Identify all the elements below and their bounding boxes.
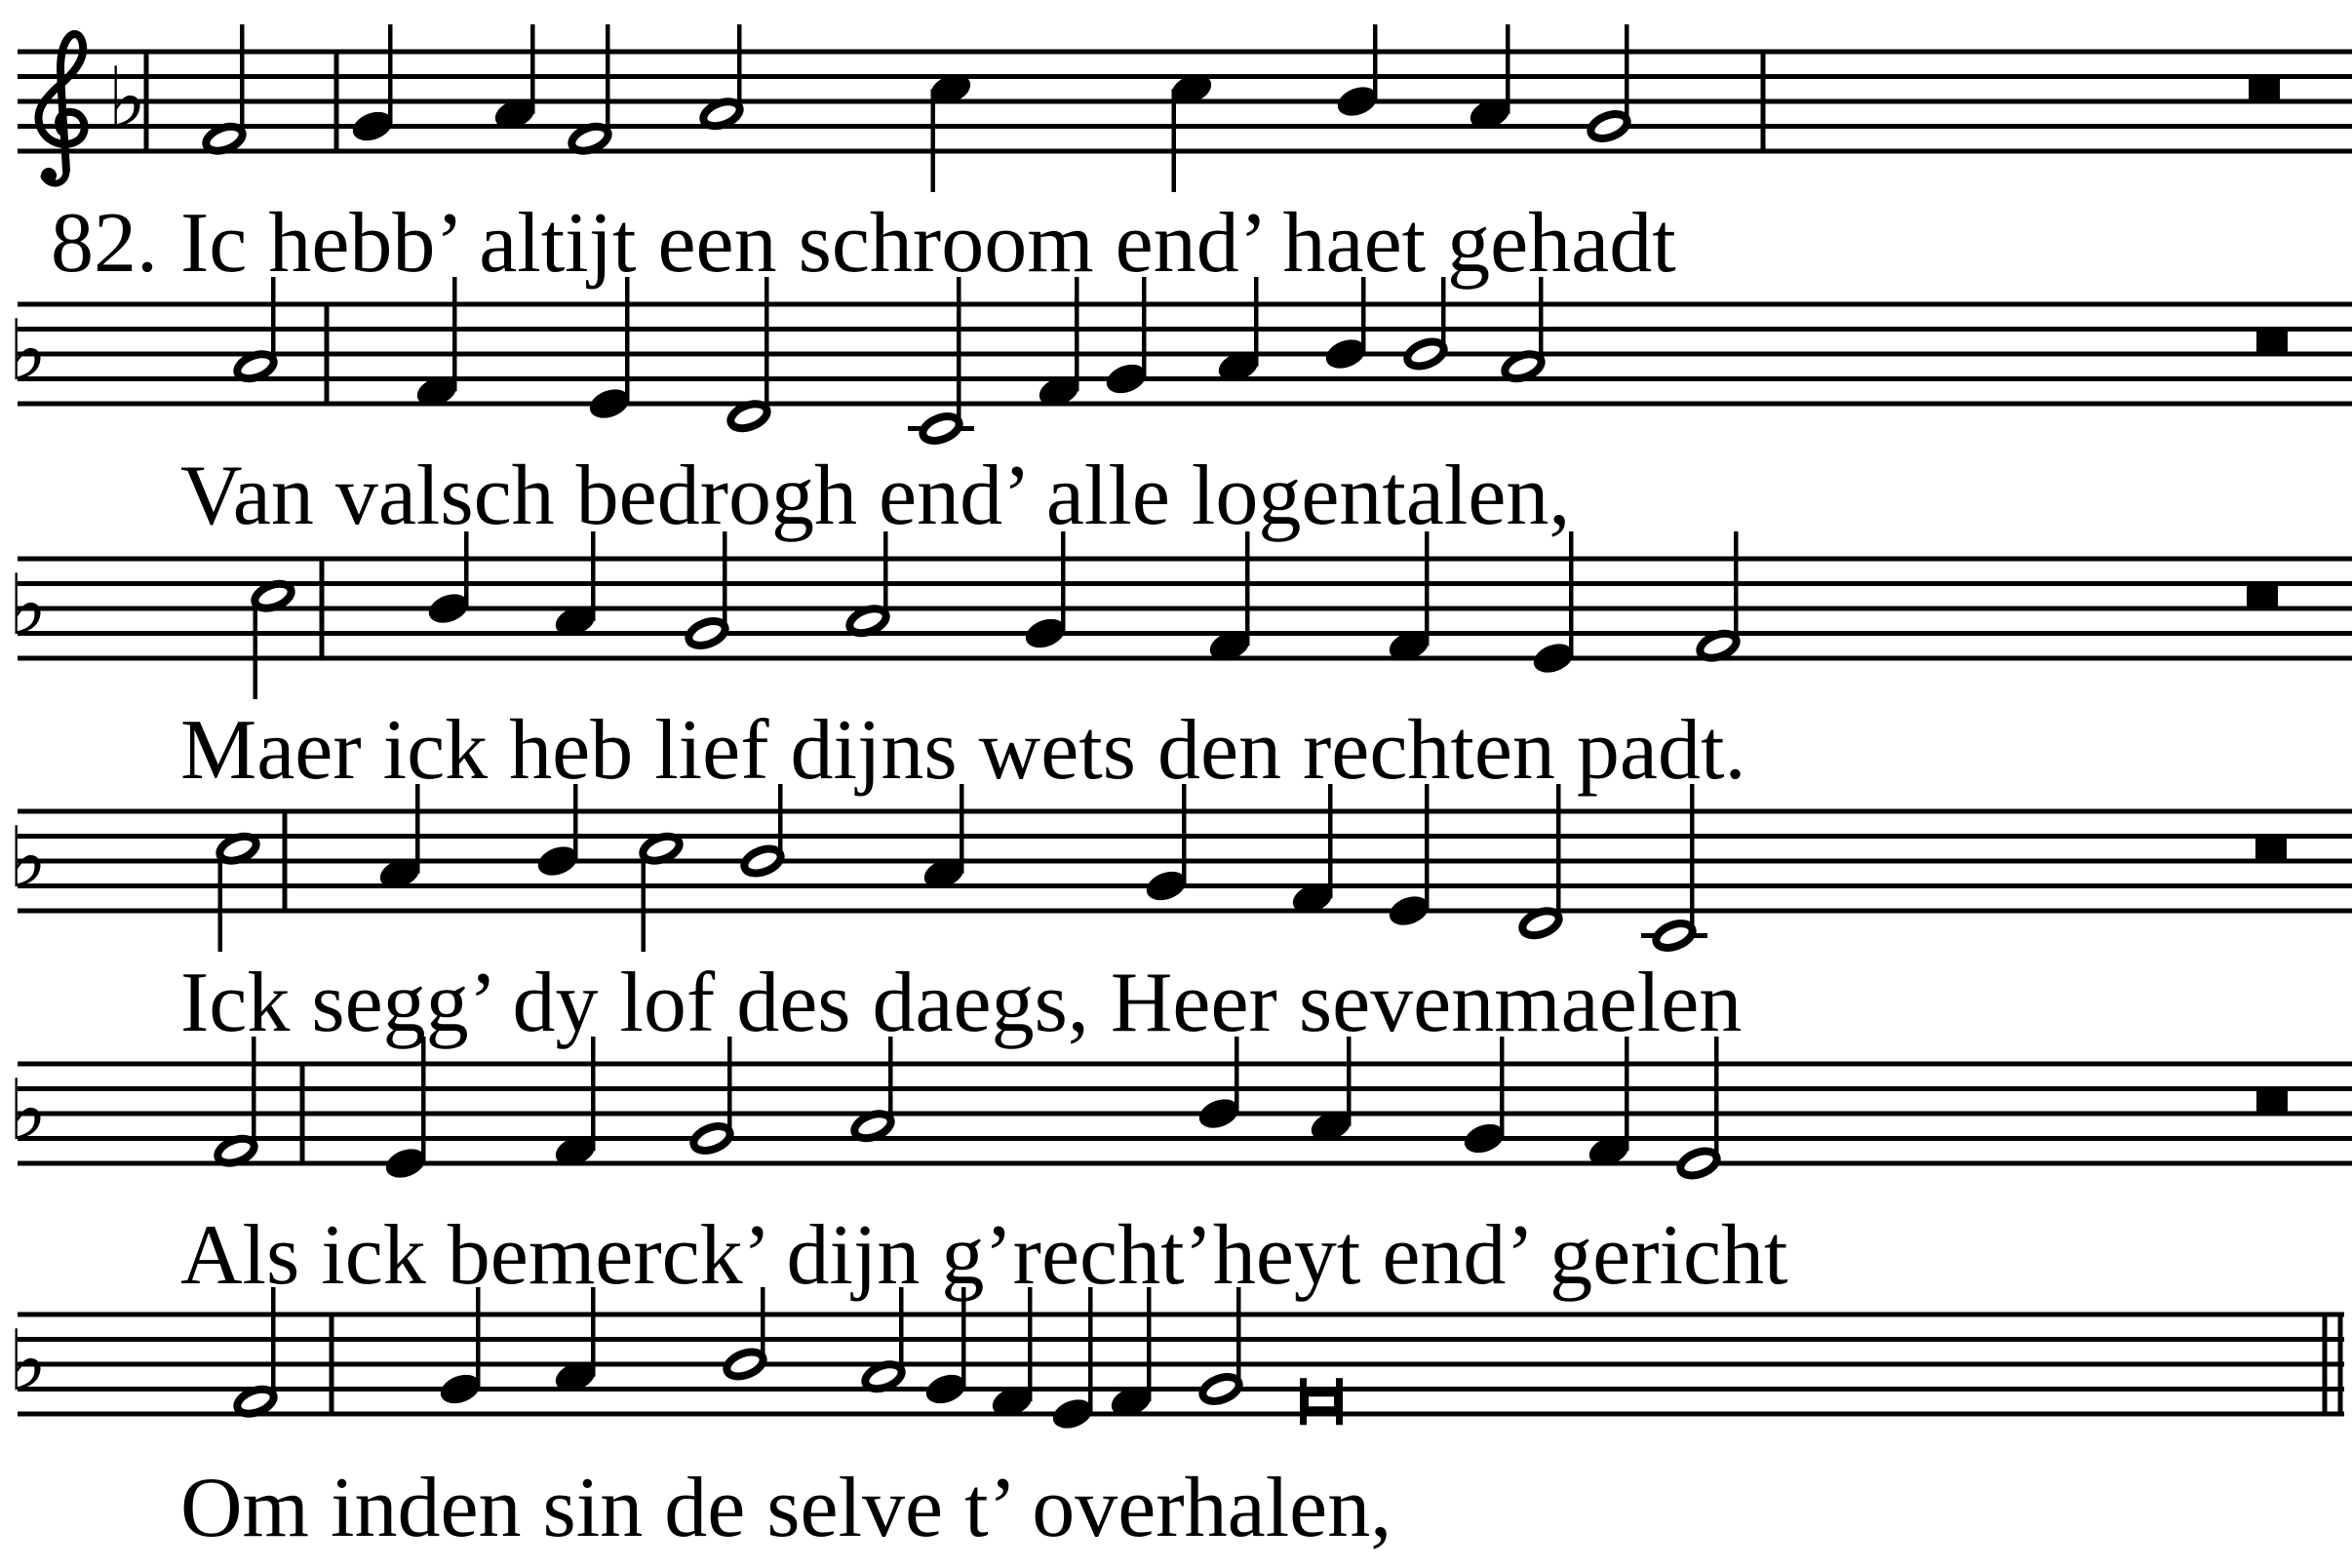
notehead-half xyxy=(1588,109,1630,143)
staff-line xyxy=(18,607,2352,611)
staff-line xyxy=(18,50,2352,55)
staff-line xyxy=(18,1387,2344,1392)
note-stem xyxy=(1556,784,1561,923)
breve-rest xyxy=(2247,586,2278,608)
notehead-half xyxy=(741,844,784,879)
note-stem xyxy=(764,277,769,416)
final-double-barline xyxy=(2323,1314,2328,1414)
breve-rest xyxy=(2256,332,2288,353)
note-stem xyxy=(1328,784,1333,898)
flat-sign: ♭ xyxy=(8,1313,48,1410)
lyric-line-2: Van valsch bedrogh end’ alle logentalen, xyxy=(180,449,1571,543)
flat-sign: ♭ xyxy=(107,50,147,147)
barline xyxy=(283,809,288,913)
verse-number: 82. xyxy=(51,196,158,291)
final-double-barline xyxy=(2338,1314,2343,1414)
breve-note xyxy=(1336,1378,1343,1425)
note-stem xyxy=(271,1287,276,1401)
staff-line xyxy=(18,1112,2352,1117)
staff-line xyxy=(18,909,2352,914)
note-stem xyxy=(1088,1287,1093,1414)
staff-line xyxy=(18,1412,2344,1417)
notehead-half xyxy=(1199,1372,1242,1406)
lyric-line-1: Ic hebb’ altijt een schroom end’ haet gehadt xyxy=(180,196,1676,291)
note-stem xyxy=(1075,277,1079,391)
flat-sign: ♭ xyxy=(8,1062,48,1159)
flat-sign: ♭ xyxy=(8,557,48,654)
barline xyxy=(1761,50,1766,153)
barline xyxy=(325,302,330,406)
staff-line xyxy=(18,1161,2352,1166)
note-stem xyxy=(625,277,630,404)
note-stem xyxy=(1245,531,1250,646)
note-stem xyxy=(1500,1037,1505,1139)
notehead-half xyxy=(1404,337,1447,372)
note-stem xyxy=(1625,1037,1629,1151)
note-stem xyxy=(254,596,258,699)
lyric-line-3: Maer ick heb lief dijns wets den rechten padt. xyxy=(180,703,1746,798)
flat-sign: ♭ xyxy=(8,302,48,400)
note-stem xyxy=(530,24,535,114)
note-stem xyxy=(1506,24,1510,114)
staff-line xyxy=(18,1337,2344,1342)
treble-clef xyxy=(41,168,57,183)
staff-line xyxy=(18,581,2352,586)
note-stem xyxy=(1734,531,1739,646)
note-stem xyxy=(591,531,596,621)
notehead-half xyxy=(1653,919,1696,953)
barline xyxy=(300,1062,305,1165)
note-stem xyxy=(957,277,961,429)
notehead-half xyxy=(686,616,728,650)
note-stem xyxy=(1690,784,1695,936)
note-stem xyxy=(388,24,393,127)
note-stem xyxy=(1172,89,1177,192)
staff-line xyxy=(18,376,2352,381)
staff-line xyxy=(18,1086,2352,1091)
notehead-half xyxy=(1677,1147,1720,1181)
staff-line xyxy=(18,1313,2344,1317)
note-stem xyxy=(1714,1037,1719,1163)
notehead-half xyxy=(920,412,962,446)
note-stem xyxy=(452,277,457,391)
staff-line xyxy=(18,1136,2352,1141)
notehead-half xyxy=(690,1121,733,1156)
note-stem xyxy=(591,1037,596,1151)
note-stem xyxy=(727,1037,732,1139)
note-stem xyxy=(1182,784,1187,886)
barline xyxy=(320,557,325,660)
notehead-half xyxy=(724,1348,766,1382)
note-stem xyxy=(240,24,245,138)
note-stem xyxy=(883,531,888,621)
staff-line xyxy=(18,1362,2344,1367)
flat-sign: ♭ xyxy=(8,809,48,907)
staff-line xyxy=(18,402,2352,407)
note-stem xyxy=(1142,277,1147,379)
staff-line xyxy=(18,327,2352,332)
note-stem xyxy=(252,1037,256,1151)
staff-line xyxy=(18,631,2352,636)
staff-line xyxy=(18,302,2352,307)
barline xyxy=(334,50,339,153)
breve-rest xyxy=(2255,839,2287,860)
note-stem xyxy=(1425,784,1430,911)
staff-line xyxy=(18,656,2352,661)
note-stem xyxy=(1028,1287,1033,1401)
note-stem xyxy=(737,24,742,114)
note-stem xyxy=(1569,531,1574,658)
note-stem xyxy=(642,848,647,952)
note-stem xyxy=(421,1037,426,1163)
note-stem xyxy=(606,24,610,138)
breve-note xyxy=(1300,1378,1307,1425)
note-stem xyxy=(1373,24,1378,101)
staff-line xyxy=(18,557,2352,562)
lyric-line-5: Als ick bemerck’ dijn g’recht’heyt end’ gericht xyxy=(180,1208,1788,1303)
staff-line xyxy=(18,352,2352,357)
breve-rest xyxy=(2256,1091,2288,1113)
barline xyxy=(330,1313,334,1416)
note-stem xyxy=(723,531,727,634)
breve-note xyxy=(1309,1396,1334,1406)
lyric-line-4: Ick segg’ dy lof des daegs, Heer sevenmaelen xyxy=(180,956,1743,1050)
note-stem xyxy=(1061,531,1066,634)
breve-rest xyxy=(2249,79,2280,100)
note-stem xyxy=(931,89,936,192)
staff-line xyxy=(18,1062,2352,1067)
note-stem xyxy=(1625,24,1629,127)
note-stem xyxy=(218,848,223,952)
staff-line xyxy=(18,149,2352,154)
note-stem xyxy=(1425,531,1430,646)
note-stem xyxy=(1147,1287,1152,1401)
lyric-line-6: Om inden sin de selve t’ overhalen, xyxy=(180,1461,1392,1555)
